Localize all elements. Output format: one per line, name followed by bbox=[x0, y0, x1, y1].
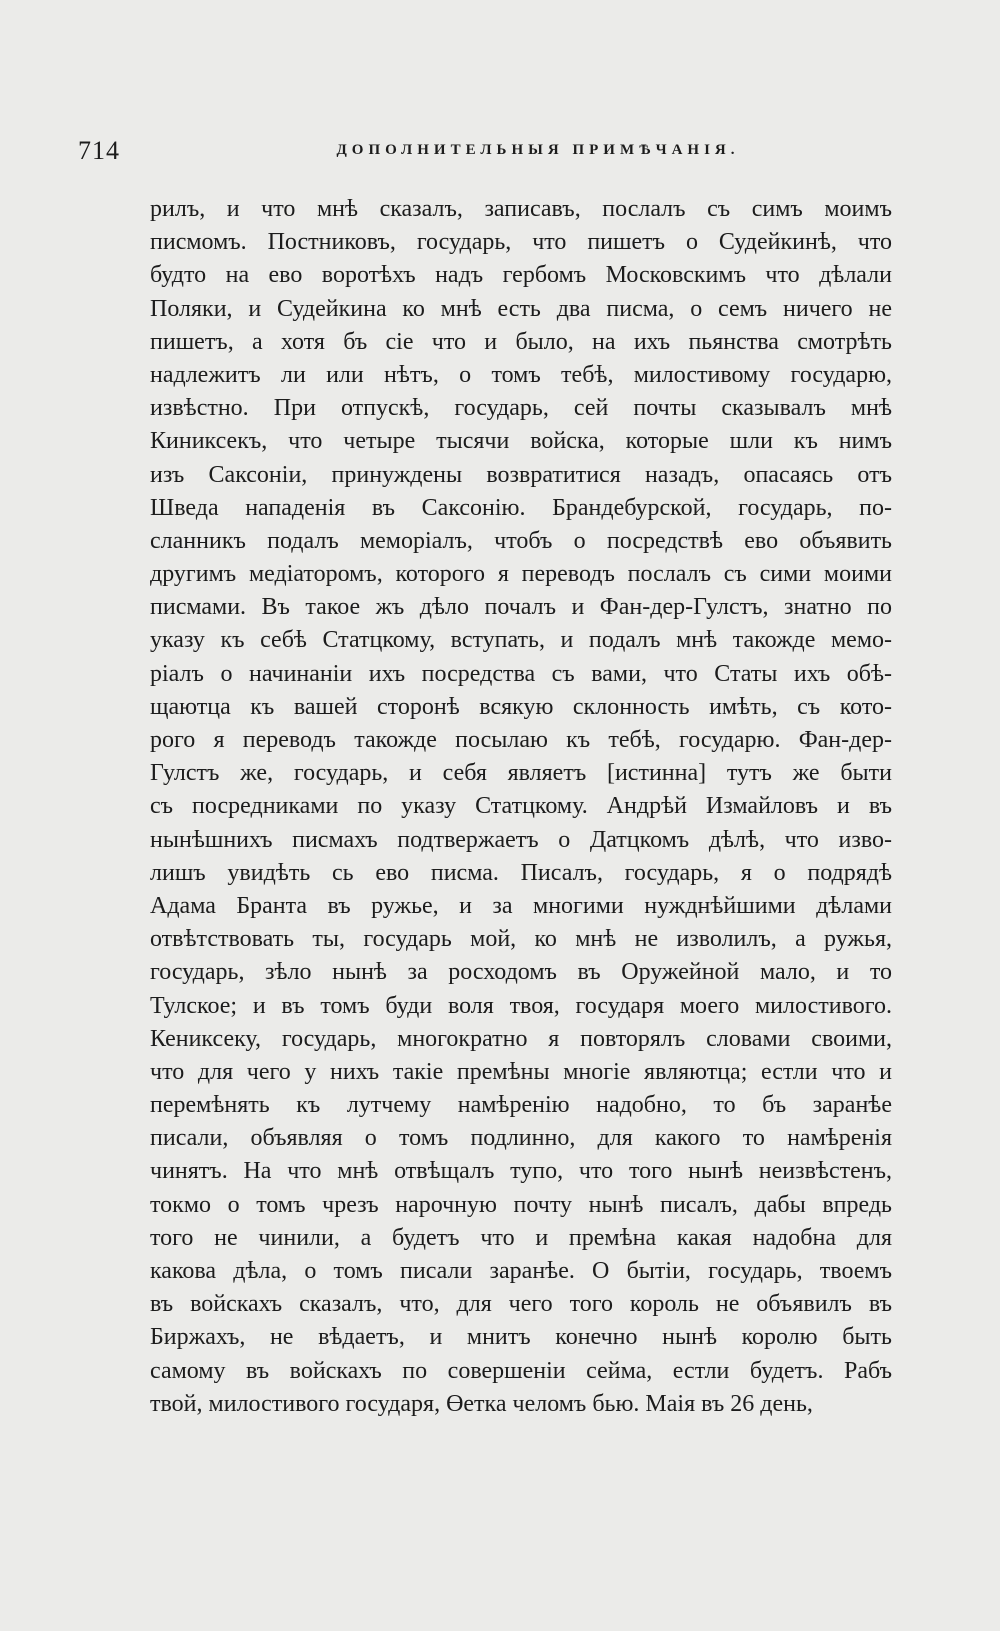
page-header bbox=[78, 136, 898, 170]
text-line: нынѣшнихъ писмахъ подтвержаетъ о Датцкомъ дѣлѣ, что изво- bbox=[150, 826, 892, 853]
text-line: рилъ, и что мнѣ сказалъ, записавъ, послалъ съ симъ моимъ bbox=[150, 196, 892, 222]
text-line: щаютца къ вашей сторонѣ всякую склонность имѣть, съ кото- bbox=[150, 693, 892, 720]
text-line: надлежитъ ли или нѣтъ, о томъ тебѣ, милостивому государю, bbox=[150, 361, 892, 388]
text-line: писали, объявляя о томъ подлинно, для какого то намѣренія bbox=[150, 1125, 892, 1152]
text-line: Биржахъ, не вѣдаетъ, и мнитъ конечно нынѣ королю быть bbox=[150, 1324, 892, 1351]
text-line: ріалъ о начинаніи ихъ посредства съ вами, что Статы ихъ обѣ- bbox=[150, 660, 892, 687]
text-line: писмомъ. Постниковъ, государь, что пишетъ о Судейкинѣ, что bbox=[150, 229, 892, 256]
text-line: Тулское; и въ томъ буди воля твоя, государя моего милостивого. bbox=[150, 992, 892, 1019]
text-line: другимъ медіаторомъ, которого я переводъ послалъ съ сими моими bbox=[150, 561, 892, 588]
text-line: лишъ увидѣть сь ево писма. Писалъ, государь, я о подрядѣ bbox=[150, 859, 892, 886]
text-line: съ посредниками по указу Статцкому. Андрѣй Измайловъ и въ bbox=[150, 793, 892, 820]
text-line: Киниксекъ, что четыре тысячи войска, которые шли къ нимъ bbox=[150, 428, 892, 455]
text-line: Адама Бранта въ ружье, и за многими нужднѣйшими дѣлами bbox=[150, 892, 892, 919]
text-line: токмо о томъ чрезъ нарочную почту нынѣ писалъ, дабы впредь bbox=[150, 1191, 892, 1218]
text-line: сланникъ подалъ меморіалъ, чтобъ о посредствѣ ево объявить bbox=[150, 527, 892, 554]
text-line: чинятъ. На что мнѣ отвѣщалъ тупо, что того нынѣ неизвѣстенъ, bbox=[150, 1158, 892, 1185]
text-line: твой, милостивого государя, Өетка челомъ бью. Маія въ 26 день, bbox=[150, 1390, 813, 1417]
text-line: отвѣтствовать ты, государь мой, ко мнѣ не изволилъ, а ружья, bbox=[150, 926, 892, 953]
text-line: извѣстно. При отпускѣ, государь, сей почты сказывалъ мнѣ bbox=[150, 395, 892, 422]
text-line: рого я переводъ такожде посылаю къ тебѣ, государю. Фан-дер- bbox=[150, 727, 892, 753]
text-line: государь, зѣло нынѣ за росходомъ въ Оружейной мало, и то bbox=[150, 959, 892, 986]
text-line: самому въ войскахъ по совершеніи сейма, естли будетъ. Рабъ bbox=[150, 1357, 892, 1384]
text-line: что для чего у нихъ такіе премѣны многіе являютца; естли что и bbox=[150, 1058, 892, 1085]
text-line: Гулстъ же, государь, и себя являетъ [истинна] тутъ же быти bbox=[150, 760, 892, 787]
text-line: изъ Саксоніи, принуждены возвратитися назадъ, опасаясь отъ bbox=[150, 461, 892, 488]
body-text bbox=[150, 193, 892, 1421]
text-line: Поляки, и Судейкина ко мнѣ есть два писма, о семъ ничего не bbox=[150, 295, 892, 322]
text-line: того не чинили, а будетъ что и премѣна какая надобна для bbox=[150, 1224, 892, 1251]
text-line: писмами. Въ такое жъ дѣло почалъ и Фан-дер-Гулстъ, знатно по bbox=[150, 594, 892, 621]
page-number: 714 bbox=[78, 136, 120, 165]
text-line: Шведа нападенія въ Саксонію. Брандебурской, государь, по- bbox=[150, 494, 892, 521]
text-line: указу къ себѣ Статцкому, вступать, и подалъ мнѣ такожде мемо- bbox=[150, 627, 892, 654]
text-line: будто на ево воротѣхъ надъ гербомъ Московскимъ что дѣлали bbox=[150, 262, 892, 289]
text-line: пишетъ, а хотя бъ сіе что и было, на ихъ пьянства смотрѣть bbox=[150, 328, 892, 355]
text-line: перемѣнять къ лутчему намѣренію надобно, то бъ заранѣе bbox=[150, 1092, 892, 1119]
text-line: какова дѣла, о томъ писали заранѣе. О бытіи, государь, твоемъ bbox=[150, 1258, 892, 1284]
text-line: Кениксеку, государь, многократно я повторялъ словами своими, bbox=[150, 1025, 892, 1052]
running-title: ДОПОЛНИТЕЛЬНЫЯ ПРИМѢЧАНІЯ. bbox=[336, 142, 740, 158]
text-line: въ войскахъ сказалъ, что, для чего того король не объявилъ въ bbox=[150, 1291, 892, 1318]
